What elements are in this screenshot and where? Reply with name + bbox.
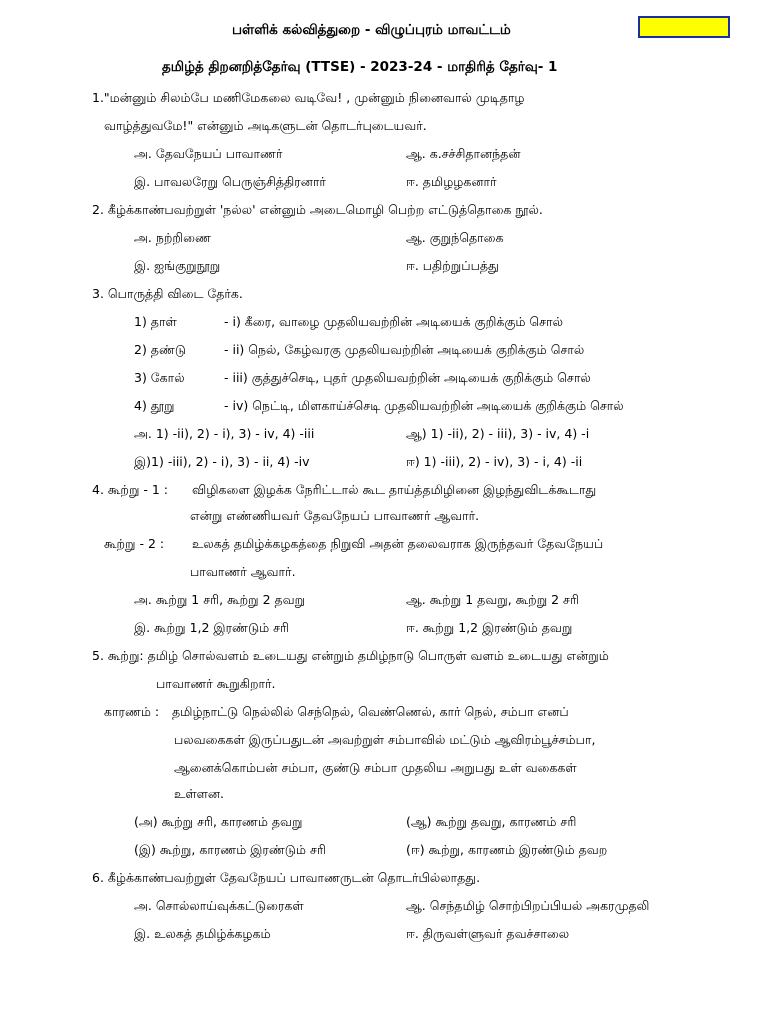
- q5-option-a: (அ) கூற்று சரி, காரணம் தவறு: [134, 814, 303, 829]
- q6-option-a: அ. சொல்லாய்வுக்கட்டுரைகள்: [134, 898, 304, 913]
- q1-option-a: அ. தேவநேயப் பாவாணர்: [134, 146, 283, 161]
- q3-option-b: ஆ) 1) -ii), 2) - iii), 3) - iv, 4) -i: [406, 426, 590, 441]
- q2-text: 2. கீழ்க்காண்பவற்றுள் 'நல்ல' என்னும் அடைமொழி பெற்ற எட்டுத்தொகை நூல்.: [92, 202, 543, 217]
- q4-statement1-line1: விழிகளை இழக்க நேரிட்டால் கூட தாய்த்தமிழினை இழந்துவிடக்கூடாது: [192, 482, 597, 497]
- q5-reason-line3: ஆனைக்கொம்பன் சம்பா, குண்டு சம்பா முதலிய அறுபது உள் வகைகள்: [174, 760, 577, 775]
- q3-match-left-2: 2) தண்டு: [134, 342, 187, 357]
- q5-reason-label: காரணம் :: [104, 704, 160, 719]
- q5-option-b: (ஆ) கூற்று தவறு, காரணம் சரி: [406, 814, 577, 829]
- q5-text-line2: பாவாணர் கூறுகிறார்.: [156, 676, 276, 691]
- q1-option-d: ஈ. தமிழழகனார்: [406, 174, 497, 189]
- q6-option-c: இ. உலகத் தமிழ்க்கழகம்: [134, 926, 271, 941]
- q3-match-right-4: - iv) நெட்டி, மிளகாய்ச்செடி முதலியவற்றின் அடியைக் குறிக்கும் சொல்: [224, 398, 624, 413]
- q4-option-a: அ. கூற்று 1 சரி, கூற்று 2 தவறு: [134, 592, 306, 607]
- q3-match-right-3: - iii) குத்துச்செடி, புதர் முதலியவற்றின் அடியைக் குறிக்கும் சொல்: [224, 370, 591, 385]
- header-exam-title: தமிழ்த் திறனறித்தேர்வு (TTSE) - 2023-24 - மாதிரித் தேர்வு- 1: [162, 59, 558, 75]
- q3-match-right-1: - i) கீரை, வாழை முதலியவற்றின் அடியைக் குறிக்கும் சொல்: [224, 314, 563, 329]
- q5-reason-line2: பலவகைகள் இருப்பதுடன் அவற்றுள் சம்பாவில் மட்டும் ஆவிரம்பூச்சம்பா,: [174, 732, 596, 747]
- q1-text-line2: வாழ்த்துவமே!" என்னும் அடிகளுடன் தொடர்புடையவர்.: [104, 118, 427, 133]
- q1-option-b: ஆ. க.சச்சிதானந்தன்: [406, 146, 521, 161]
- q6-option-b: ஆ. செந்தமிழ் சொற்பிறப்பியல் அகரமுதலி: [406, 898, 650, 913]
- q3-match-left-3: 3) கோல்: [134, 370, 185, 385]
- q5-reason-line1: தமிழ்நாட்டு நெல்லில் செந்நெல், வெண்ணெல், கார் நெல், சம்பா எனப்: [172, 704, 569, 719]
- q5-option-d: (ஈ) கூற்று, காரணம் இரண்டும் தவற: [406, 842, 608, 857]
- q3-text: 3. பொருத்தி விடை தேர்க.: [92, 286, 243, 301]
- q4-option-b: ஆ. கூற்று 1 தவறு, கூற்று 2 சரி: [406, 592, 579, 607]
- q2-option-c: இ. ஐங்குறுநூறு: [134, 258, 221, 273]
- q3-match-right-2: - ii) நெல், கேழ்வரகு முதலியவற்றின் அடியைக் குறிக்கும் சொல்: [224, 342, 585, 357]
- q1-option-c: இ. பாவலரேறு பெருஞ்சித்திரனார்: [134, 174, 326, 189]
- q2-option-a: அ. நற்றிணை: [134, 230, 211, 245]
- q4-statement2-line1: உலகத் தமிழ்க்கழகத்தை நிறுவி அதன் தலைவராக இருந்தவர் தேவநேயப்: [192, 536, 604, 551]
- q4-statement1-label: 4. கூற்று - 1 :: [92, 482, 168, 497]
- q6-option-d: ஈ. திருவள்ளுவர் தவச்சாலை: [406, 926, 570, 941]
- q3-match-left-1: 1) தாள்: [134, 314, 177, 329]
- q5-text-line1: 5. கூற்று: தமிழ் சொல்வளம் உடையது என்றும் தமிழ்நாடு பொருள் வளம் உடையது என்றும்: [92, 648, 609, 663]
- q1-text-line1: 1."மன்னும் சிலம்பே மணிமேகலை வடிவே! , முன்னும் நினைவால் முடிதாழ: [92, 90, 525, 105]
- q3-match-left-4: 4) தூறு: [134, 398, 175, 413]
- q3-option-a: அ. 1) -ii), 2) - i), 3) - iv, 4) -iii: [134, 426, 315, 441]
- q5-reason-line4: உள்ளன.: [174, 786, 224, 801]
- q4-option-d: ஈ. கூற்று 1,2 இரண்டும் தவறு: [406, 620, 573, 635]
- q2-option-d: ஈ. பதிற்றுப்பத்து: [406, 258, 499, 273]
- q4-statement1-line2: என்று எண்ணியவர் தேவநேயப் பாவாணர் ஆவார்.: [190, 508, 480, 523]
- q4-option-c: இ. கூற்று 1,2 இரண்டும் சரி: [134, 620, 290, 635]
- highlight-box: [638, 16, 730, 38]
- header-dept-district: பள்ளிக் கல்வித்துறை - விழுப்புரம் மாவட்டம்: [232, 22, 511, 38]
- q4-statement2-line2: பாவாணர் ஆவார்.: [190, 564, 296, 579]
- q3-option-d: ஈ) 1) -iii), 2) - iv), 3) - i, 4) -ii: [406, 454, 583, 469]
- q6-text: 6. கீழ்க்காண்பவற்றுள் தேவநேயப் பாவாணருடன் தொடர்பில்லாதது.: [92, 870, 481, 885]
- q2-option-b: ஆ. குறுந்தொகை: [406, 230, 504, 245]
- q3-option-c: இ)1) -iii), 2) - i), 3) - ii, 4) -iv: [134, 454, 310, 469]
- q4-statement2-label: கூற்று - 2 :: [104, 536, 165, 551]
- q5-option-c: (இ) கூற்று, காரணம் இரண்டும் சரி: [134, 842, 326, 857]
